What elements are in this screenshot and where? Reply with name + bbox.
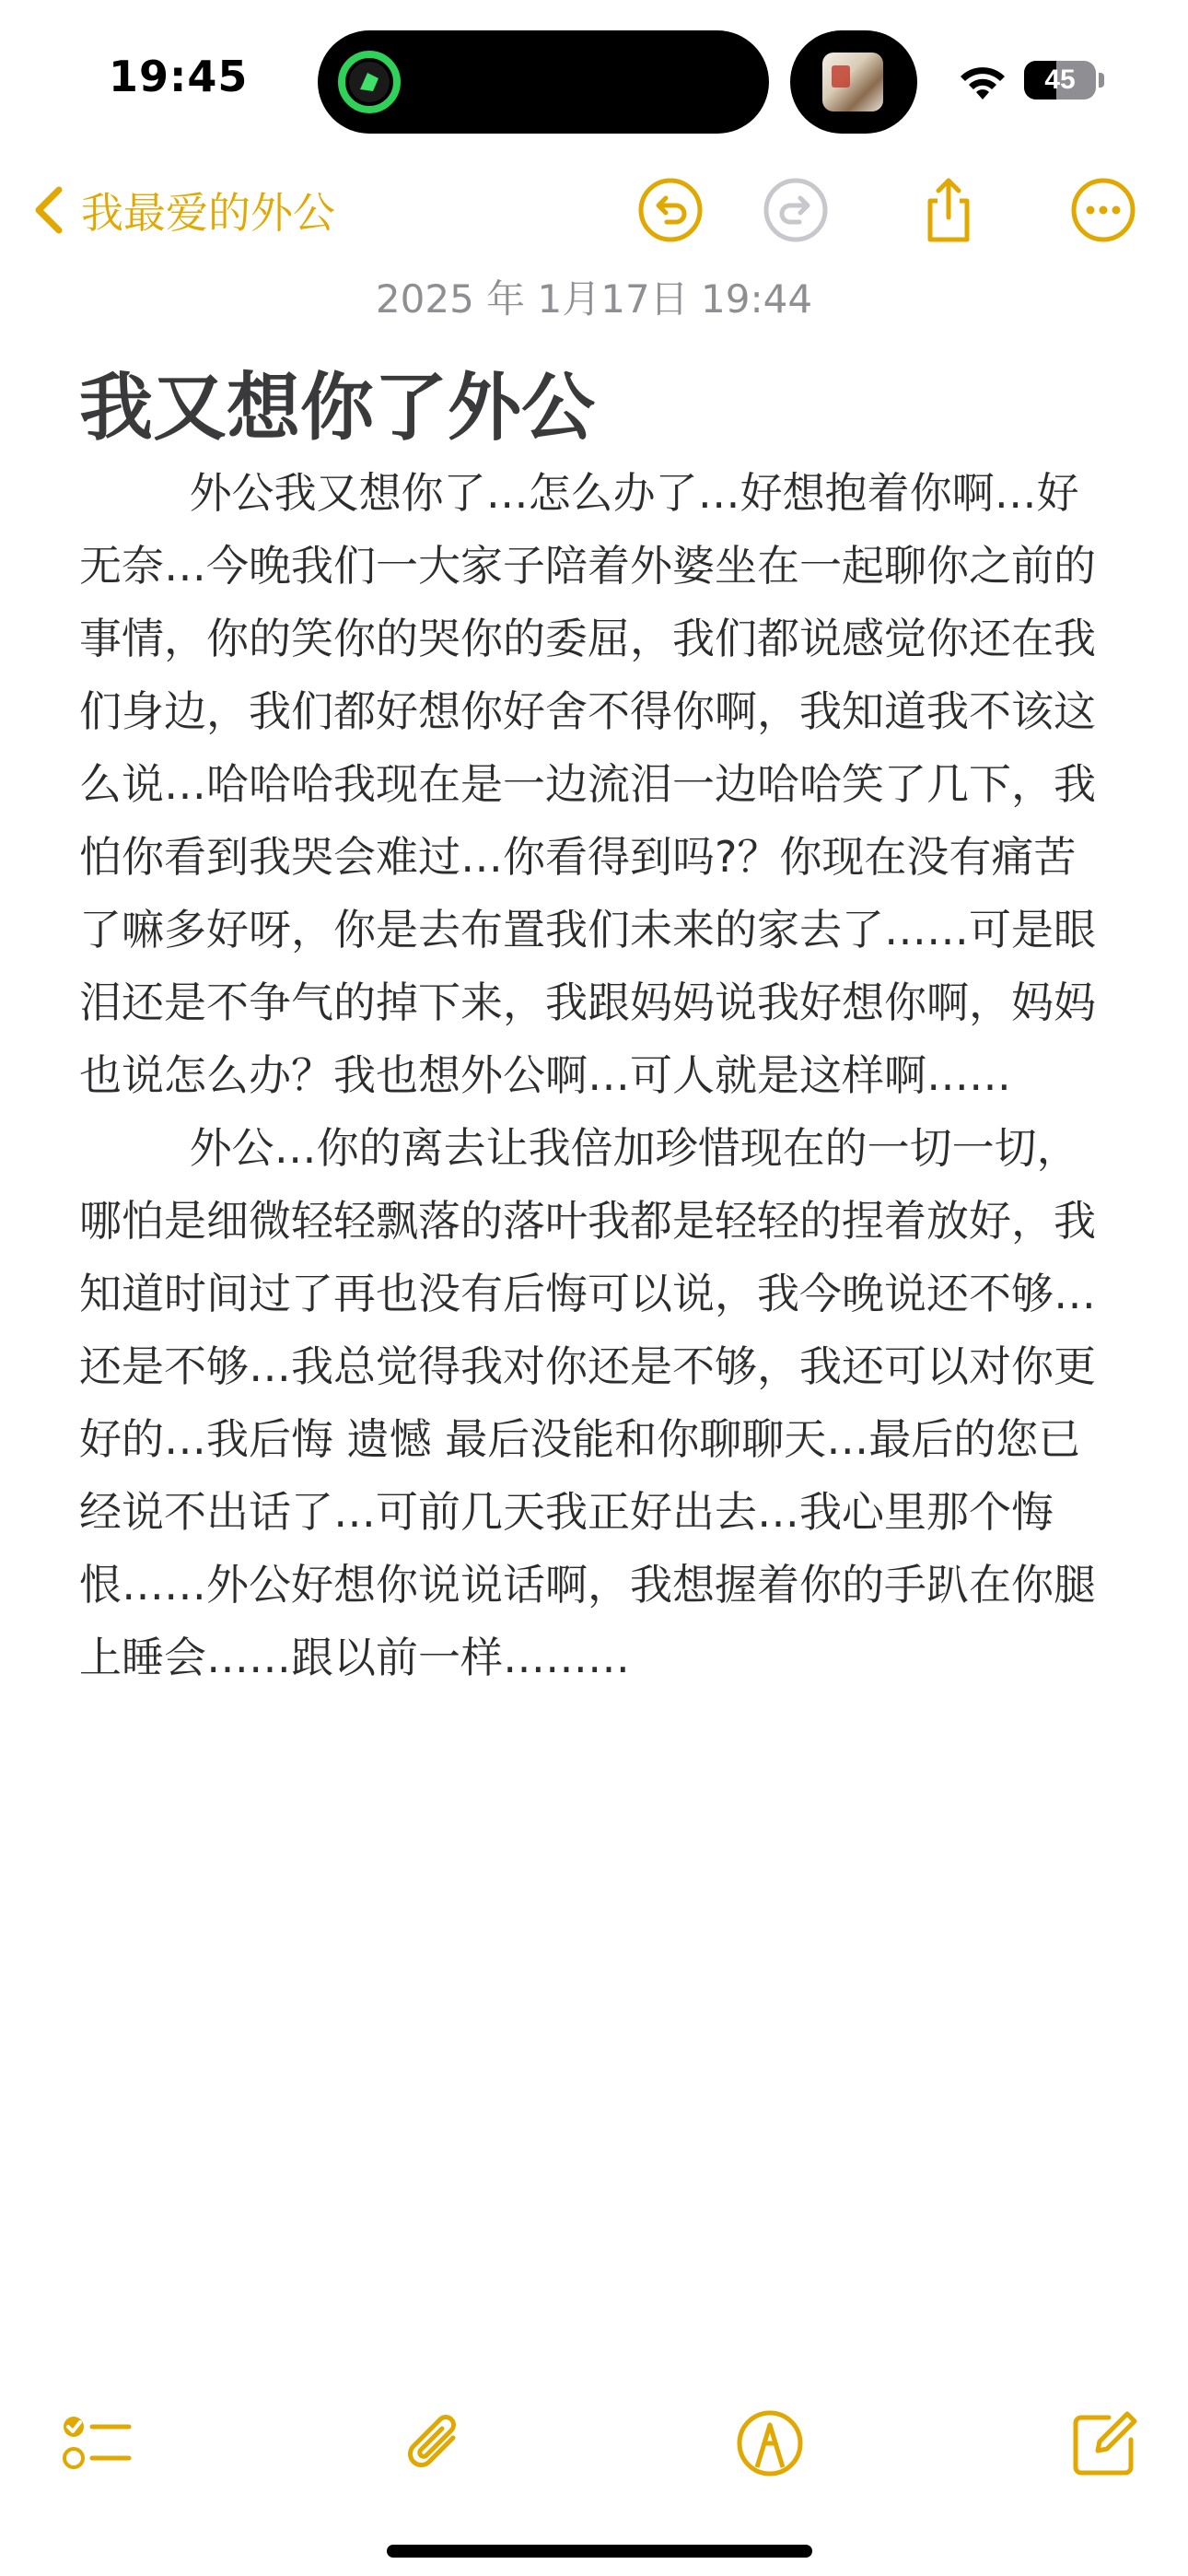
undo-button[interactable] [635,175,705,245]
battery-percent: 45 [1044,64,1076,95]
chevron-left-icon [28,181,72,240]
note-paragraph: 外公我又想你了…怎么办了…好想抱着你啊…好无奈…今晚我们一大家子陪着外婆坐在一起聊你之前的事情，你的笑你的哭你的委屈，我们都说感觉你还在我们身边，我们都好想你好舍不得你啊，我知道我不该这么说…哈哈哈我现在是一边流泪一边哈哈笑了几下，我怕你看到我哭会难过…你看得到吗?？你现在没有痛苦了嘛多好呀，你是去布置我们未来的家去了……可是眼泪还是不争气的掉下来，我跟妈妈说我好想你啊，妈妈也说怎么办？我也想外公啊…可人就是这样啊…… [79,468,1096,1100]
more-options-button[interactable] [1068,175,1138,245]
note-body[interactable] [79,457,1114,1694]
markup-pen-icon [733,2406,807,2480]
dynamic-island[interactable] [318,30,769,134]
attachment-button[interactable] [400,2406,473,2480]
media-thumbnail [822,53,883,111]
battery-tip [1099,73,1104,88]
share-button[interactable] [914,175,984,245]
battery-indicator [1024,61,1096,100]
live-activity-island[interactable] [790,30,917,134]
checklist-button[interactable] [59,2406,133,2480]
note-title[interactable]: 我又想你了外公 [79,365,595,451]
back-folder-label: 我最爱的外公 [81,188,335,238]
wifi-icon [958,63,1007,103]
compose-icon [1068,2406,1142,2480]
share-icon [914,175,984,245]
home-indicator[interactable] [387,2545,812,2558]
note-paragraph: 外公…你的离去让我倍加珍惜现在的一切一切，哪怕是细微轻轻飘落的落叶我都是轻轻的捏着放好，我知道时间过了再也没有后悔可以说，我今晚说还不够…还是不够…我总觉得我对你还是不够，我还可以对你更好的…我后悔 遗憾 最后没能和你聊聊天…最后的您已经说不出话了…可前几天我正好出去…我心里那个悔恨……外公好想你说说话啊，我想握着你的手趴在你腿上睡会……跟以前一样……… [79,1123,1096,1682]
compose-new-note-button[interactable] [1068,2406,1142,2480]
status-time: 19:45 [109,52,249,101]
redo-button[interactable] [761,175,831,245]
fitness-activity-icon[interactable] [336,49,402,115]
back-button[interactable] [28,173,335,247]
redo-icon [761,175,831,245]
paperclip-icon [400,2406,473,2480]
note-date: 2025 年 1月17日 19:44 [375,276,813,322]
more-icon [1068,175,1138,245]
undo-icon [635,175,705,245]
checklist-icon [59,2406,133,2480]
markup-button[interactable] [733,2406,807,2480]
